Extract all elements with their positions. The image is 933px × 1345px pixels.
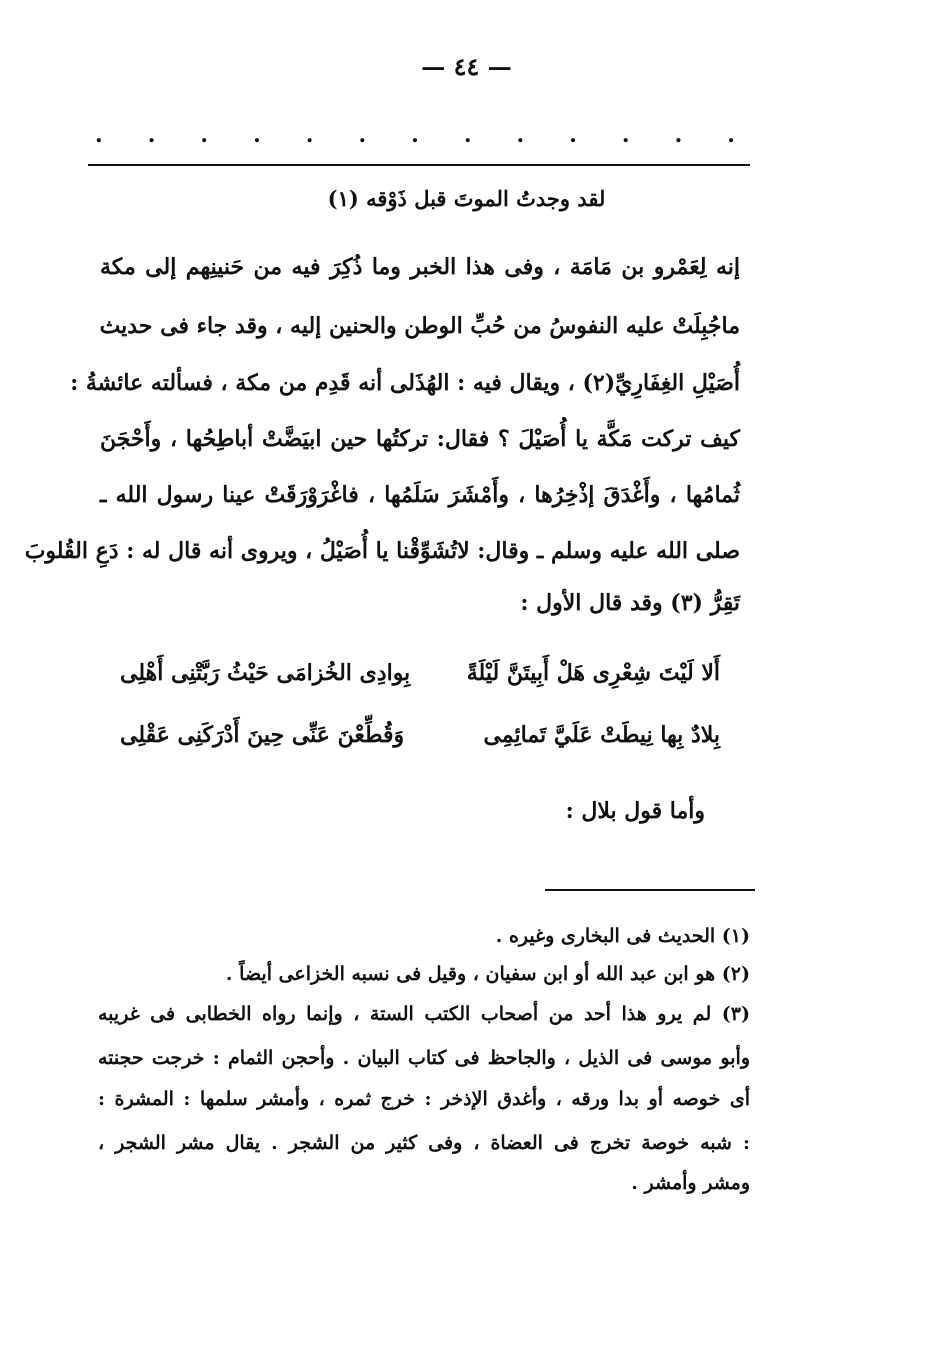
body-line: كيف تركت مَكَّة يا أُصَيْلَ ؟ فقال: تركتُها حين ابيَضَّتْ أباطِحُها ، وأَحْجَنَ bbox=[100, 426, 740, 452]
footnote-line: (٣) لم يرو هذا أحد من أصحاب الكتب الستة ، وإنما رواه الخطابى فى غريبه bbox=[98, 1003, 750, 1025]
footnote-line: وأبو موسى فى الذيل ، والجاحظ فى كتاب البيان . وأحجن الثمام : خرجت حجنته bbox=[98, 1047, 750, 1069]
footnote-line: (٢) هو ابن عبد الله أو ابن سفيان ، وقيل فى نسبه الخزاعى أيضاً . bbox=[225, 963, 750, 985]
section-heading: لقد وجدتُ الموتَ قبل ذَوْقه (١) bbox=[327, 186, 606, 211]
body-line: صلى الله عليه وسلم ـ وقال: لاتُشَوِّقْنا يا أُصَيْلُ ، ويروى أنه قال له : دَعِ القُلوبَ bbox=[24, 538, 740, 564]
page-number: — ٤٤ — bbox=[421, 52, 512, 81]
body-line: إنه لِعَمْرو بن مَامَة ، وفى هذا الخبر وما ذُكِرَ فيه من حَنينِهم إلى مكة bbox=[100, 254, 740, 280]
body-line: ثُمامُها ، وأَغْدَقَ إذْخِرُها ، وأَمْشَرَ سَلَمُها ، فاغْرَوْرَقَتْ عينا رسول الله ـ bbox=[100, 482, 740, 508]
verse-hemistich-second: بِوادِى الخُزامَى حَيْثُ رَبَّتْنِى أَهْلِى bbox=[120, 660, 411, 686]
dot: . bbox=[200, 122, 209, 148]
header-divider bbox=[88, 164, 750, 166]
footnote-line: : شبه خوصة تخرج فى العضاة ، وفى كثير من الشجر . يقال مشر الشجر ، bbox=[98, 1132, 750, 1154]
verse-line bbox=[120, 660, 720, 686]
dot: . bbox=[516, 122, 525, 148]
dot: . bbox=[727, 122, 735, 148]
dot: . bbox=[358, 122, 367, 148]
footnote-line: أى خوصه أو بدا ورقه ، وأغدق الإذخر : خرج ثمره ، وأمشر سلمها : المشرة : bbox=[98, 1088, 750, 1110]
verse-hemistich-second: وَقُطِّعْنَ عَنِّى حِينَ أَدْرَكَنِى عَقْلِى bbox=[120, 722, 405, 748]
verse-hemistich-first: أَلا لَيْتَ شِعْرِى هَلْ أَبِيتَنَّ لَيْلَةً bbox=[466, 660, 720, 686]
after-verses-text: وأما قول بلال : bbox=[565, 798, 705, 824]
dot: . bbox=[569, 122, 577, 148]
verse-hemistich-first: بِلادٌ بِها نِيطَتْ عَلَيَّ تَمائِمِى bbox=[483, 722, 720, 748]
dot: . bbox=[95, 122, 103, 148]
body-line: ماجُبِلَتْ عليه النفوسُ من حُبِّ الوطن والحنين إليه ، وقد جاء فى حديث bbox=[99, 313, 740, 339]
footnote-divider bbox=[545, 889, 755, 891]
ornamental-dots-row bbox=[95, 122, 735, 148]
footnote-line: ومشر وأمشر . bbox=[631, 1172, 750, 1194]
dot: . bbox=[411, 122, 419, 148]
verse-line bbox=[120, 722, 720, 748]
footnote-line: (١) الحديث فى البخارى وغيره . bbox=[495, 925, 750, 947]
dot: . bbox=[305, 122, 314, 148]
body-line: أُصَيْلِ الغِفَارِيِّ(٢) ، ويقال فيه : الهُذَلى أنه قَدِم من مكة ، فسألته عائشةُ : bbox=[70, 370, 740, 396]
dot: . bbox=[674, 122, 683, 148]
dot: . bbox=[463, 122, 472, 148]
dot: . bbox=[147, 122, 156, 148]
dot: . bbox=[621, 122, 630, 148]
body-line: تَقِرُّ (٣) وقد قال الأول : bbox=[520, 590, 740, 616]
dot: . bbox=[253, 122, 261, 148]
